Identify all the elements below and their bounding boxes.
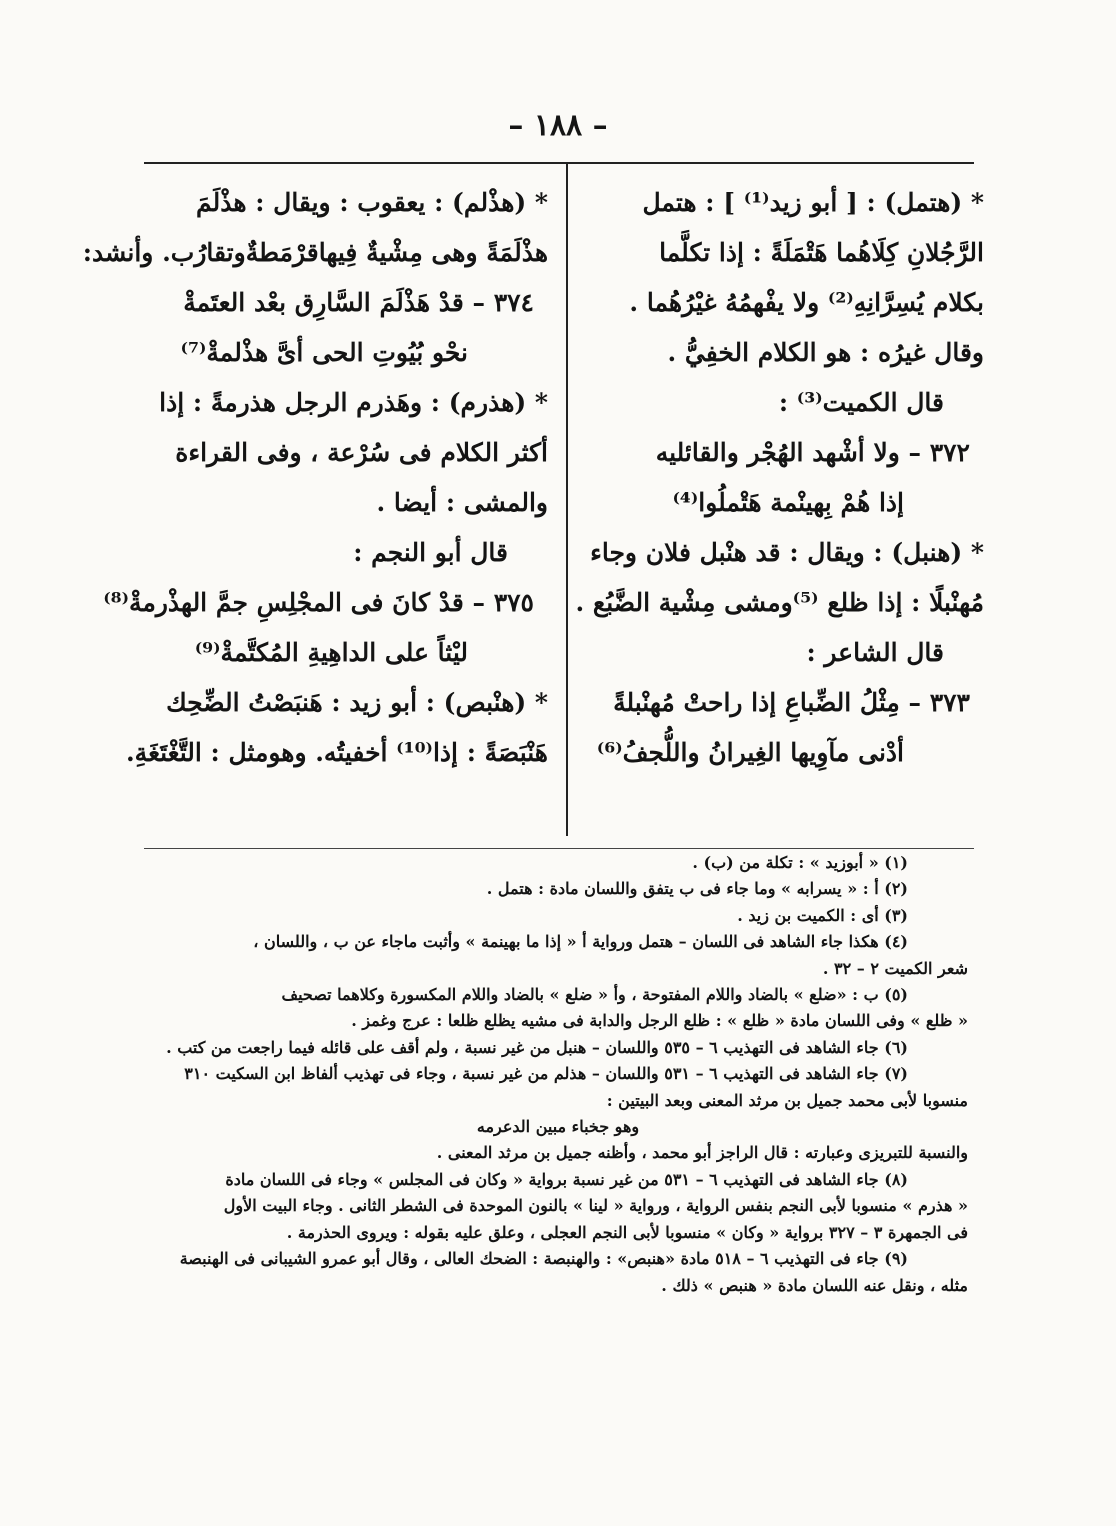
footnote-line: وهو جخباء مبين الدعرمه (476, 1117, 640, 1137)
footnote-line: والنسبة للتبريزى وعبارته : قال الراجز أبو محمد ، وأظنه جميل بن مرثد المعنى . (436, 1143, 968, 1163)
verse-line: ٣٧٣ – مِثْلُ الضِّباعِ إذا راحتْ مُهنْبلةً (613, 688, 970, 717)
verse-line: نحْو بُيُوتِ الحى أىَّ هذْلمةْ⁽⁷⁾ (180, 338, 468, 367)
text-line: والمشى : أيضا . (376, 488, 548, 517)
footnote-line: منسوبا لأبى محمد جميل بن مرثد المعنى وبعد البيتين : (606, 1090, 968, 1110)
verse-line: ٣٧٤ – قدْ هَذْلَمَ السَّارِق بعْد العتَمةْ (183, 288, 534, 317)
footnote-line: (١) « أبوزيد » : تكلة من (ب) . (692, 853, 908, 872)
footnote-line: (٢) أ : « يسرابه » وما جاء فى ب يتفق واللسان مادة : هتمل . (486, 879, 908, 899)
footnote-line: « ظلع » وفى اللسان مادة « ظلع » : ظلع الرجل والدابة فى مشيه يظلع ظلعا : عرج وغمز . (351, 1011, 968, 1031)
footnote-line: شعر الكميت ٢ – ٣٢ . (822, 958, 968, 978)
footnote-line: مثله ، ونقل عنه اللسان مادة « هنبص » ذلك . (661, 1275, 968, 1295)
text-line: أكثر الكلام فى سُرْعة ، وفى القراءة (175, 438, 548, 467)
footnote-line: (٧) جاء الشاهد فى التهذيب ٦ – ٥٣١ واللسان – هذلم من غير نسبة ، وجاء فى تهذيب ألفاظ ابن السكيت ٣١٠ (184, 1064, 908, 1084)
header-rule (144, 162, 974, 164)
text-line: * (هذرم) : وهَذرم الرجل هذرمةً : إذا (159, 388, 548, 417)
text-line: هذْلَمَةً وهى مِشْيةٌ فِيهاقرْمَطةٌوتقارُب. وأنشد: (82, 238, 548, 267)
left-column (82, 178, 548, 778)
footnote-line: (٩) جاء فى التهذيب ٦ – ٥١٨ مادة «هنبص» : والهنبصة : الضحك العالى ، وقال أبو عمرو الشيبانى فى الهنبصة (179, 1249, 908, 1269)
verse-line: إذا هُمْ بِهينْمة هَتْملُوا⁽⁴⁾ (672, 488, 904, 517)
text-line: مُهنْبلًا : إذا ظلع ⁽⁵⁾ومشى مِشْية الضَّبُع . (575, 588, 984, 617)
text-line: * (هذْلم) : يعقوب : ويقال : هذْلَمَ (195, 188, 548, 217)
footnote-line: (٣) أى : الكميت بن زيد . (737, 905, 908, 925)
footnotes (148, 850, 968, 1299)
column-divider (566, 164, 568, 836)
footnote-line: (٥) ب : «ضلع » بالضاد واللام المفتوحة ، وأ « ضلع » بالضاد واللام المكسورة وكلاهما تصحيف (281, 985, 908, 1005)
verse-line: أدْنى مآوِيها الغِيرانُ واللُّجفُ⁽⁶⁾ (596, 738, 904, 767)
footnote-line: (٨) جاء الشاهد فى التهذيب ٦ – ٥٣١ من غير نسبة برواية « وكان فى المجلس » وجاء فى اللسان مادة (225, 1169, 908, 1189)
footnote-line: (٦) جاء الشاهد فى التهذيب ٦ – ٥٣٥ واللسان – هنبل من غير نسبة ، ولم أقف على قائله فيما راجعت من كتب . (166, 1037, 908, 1057)
poet-label: قال أبو النجم : (353, 538, 508, 567)
poet-label: قال الكميت⁽³⁾ : (778, 388, 944, 417)
text-line: هَنْبَصَةً : إذا⁽¹⁰⁾ أخفيتُه. وهومثل : التَّغْتَغَةِ. (125, 738, 548, 767)
text-line: وقال غيرُه : هو الكلام الخفِيُّ . (667, 338, 984, 367)
verse-line: ليْثاً على الداهِيةِ المُكتَّمةْ⁽⁹⁾ (194, 638, 468, 667)
text-line: * (هنْبص) : أبو زيد : هَنبَصْتُ الضِّحِك (166, 688, 548, 717)
verse-line: ٣٧٢ – ولا أشْهد الهُجْر والقائليه (655, 438, 970, 467)
text-line: بكلام يُسِرَّانِهِ⁽²⁾ ولا يفْهمُهُ غيْرُهُما . (629, 288, 984, 317)
footnote-line: (٤) هكذا جاء الشاهد فى اللسان – هتمل ورواية أ « إذا ما بهينمة » وأثبت ماجاء عن ب ، واللسان ، (253, 932, 908, 952)
page-number: – ١٨٨ – (508, 108, 608, 143)
text-line: * (هتمل) : [ أبو زيد⁽¹⁾ ] : هتمل (642, 188, 984, 217)
verse-line: ٣٧٥ – قدْ كانَ فى المجْلِسِ جمَّ الهذْرمةْ⁽⁸⁾ (103, 588, 534, 617)
footnote-line: « هذرم » منسوبا لأبى النجم بنفس الرواية ، ورواية « لينا » بالنون الموحدة فى الشطر الثانى . وجاء البيت الأول (223, 1196, 968, 1216)
footnote-line: فى الجمهرة ٣ – ٣٢٧ برواية « وكان » منسوبا لأبى النجم العجلى ، وعلق عليه بقوله : ويروى الحذرمة . (286, 1222, 968, 1242)
poet-label: قال الشاعر : (806, 638, 944, 667)
footnote-rule (144, 848, 974, 849)
text-line: * (هنبل) : ويقال : قد هنْبل فلان وجاء (590, 538, 984, 567)
right-column (575, 178, 984, 778)
text-line: الرَّجُلانِ كِلَاهُما هَتْمَلَةً : إذا تكلَّما (659, 238, 984, 267)
